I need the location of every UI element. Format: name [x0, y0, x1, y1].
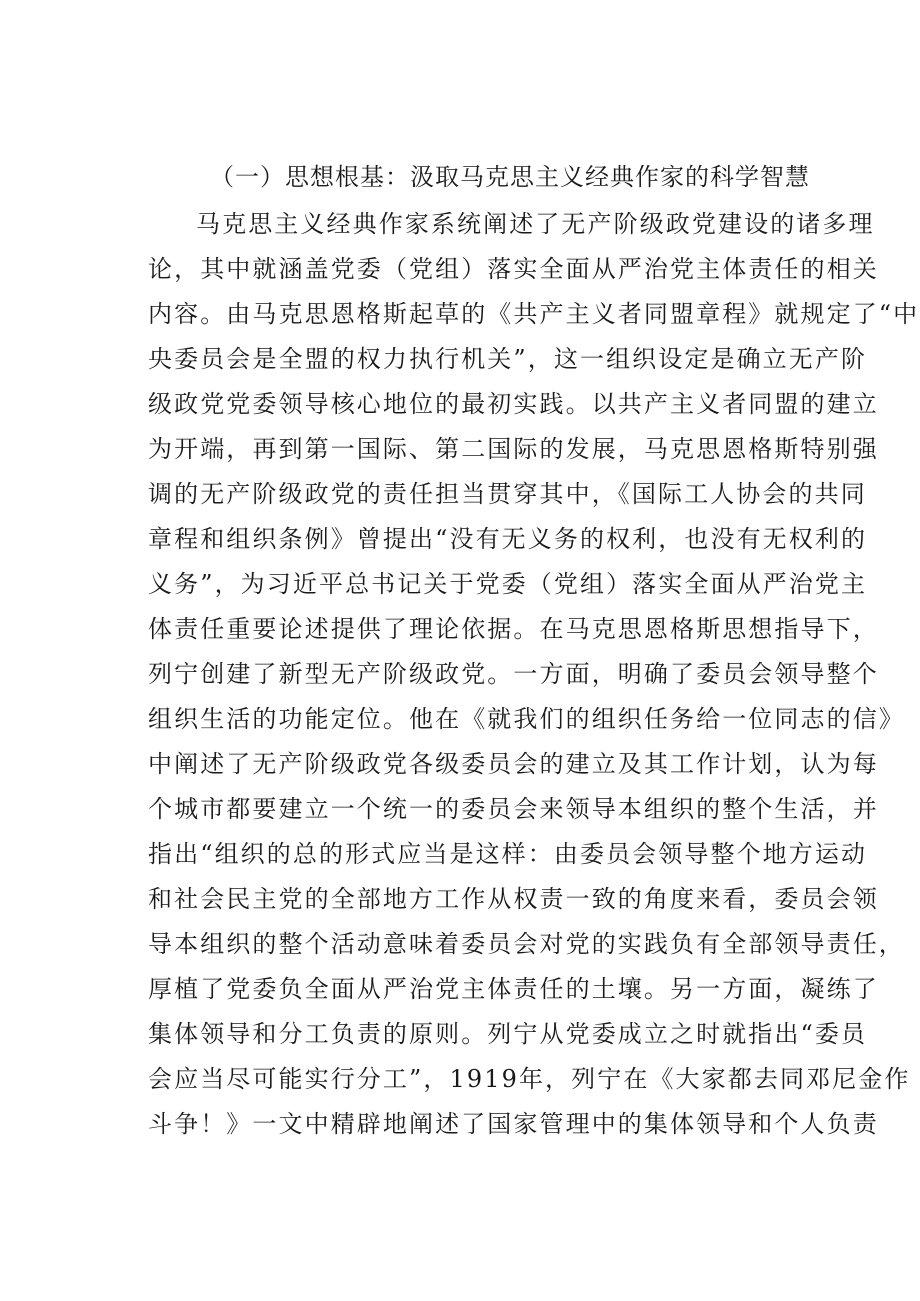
paragraph-line: 内容。由马克思恩格斯起草的《共产主义者同盟章程》就规定了“中	[148, 300, 920, 328]
paragraph-line: 列宁创建了新型无产阶级政党。一方面，明确了委员会领导整个	[148, 660, 879, 688]
section-heading: （一）思想根基：汲取马克思主义经典作家的科学智慧	[210, 163, 810, 191]
paragraph-line: 导本组织的整个活动意味着委员会对党的实践负有全部领导责任，	[148, 930, 905, 958]
paragraph-line: 义务”，为习近平总书记关于党委（党组）落实全面从严治党主	[148, 570, 868, 598]
paragraph-line: 级政党党委领导核心地位的最初实践。以共产主义者同盟的建立	[148, 390, 879, 418]
paragraph-line: 中阐述了无产阶级政党各级委员会的建立及其工作计划，认为每	[148, 750, 879, 778]
paragraph-line: 体责任重要论述提供了理论依据。在马克思恩格斯思想指导下，	[148, 615, 879, 643]
paragraph-line: 组织生活的功能定位。他在《就我们的组织任务给一位同志的信》	[148, 705, 905, 733]
paragraph-line: 调的无产阶级政党的责任担当贯穿其中，《国际工人协会的共同	[148, 480, 867, 508]
paragraph-line: 章程和组织条例》曾提出“没有无义务的权利，也没有无权利的	[148, 525, 868, 553]
paragraph-line: 为开端，再到第一国际、第二国际的发展，马克思恩格斯特别强	[148, 435, 879, 463]
paragraph-line: 厚植了党委负全面从严治党主体责任的土壤。另一方面，凝练了	[148, 975, 879, 1003]
paragraph-line: 论，其中就涵盖党委（党组）落实全面从严治党主体责任的相关	[148, 255, 879, 283]
paragraph-line: 个城市都要建立一个统一的委员会来领导本组织的整个生活，并	[148, 795, 879, 823]
paragraph-line: 马克思主义经典作家系统阐述了无产阶级政党建设的诸多理	[196, 210, 875, 238]
paragraph-line: 集体领导和分工负责的原则。列宁从党委成立之时就指出“委员	[148, 1020, 868, 1048]
paragraph-line: 会应当尽可能实行分工”，1919年，列宁在《大家都去同邓尼金作	[148, 1065, 911, 1093]
paragraph-line: 央委员会是全盟的权力执行机关”，这一组织设定是确立无产阶	[148, 345, 868, 373]
paragraph-line: 指出“组织的总的形式应当是这样：由委员会领导整个地方运动	[148, 840, 868, 868]
paragraph-line: 斗争！》一文中精辟地阐述了国家管理中的集体领导和个人负责	[148, 1110, 879, 1138]
paragraph-line: 和社会民主党的全部地方工作从权责一致的角度来看，委员会领	[148, 885, 879, 913]
